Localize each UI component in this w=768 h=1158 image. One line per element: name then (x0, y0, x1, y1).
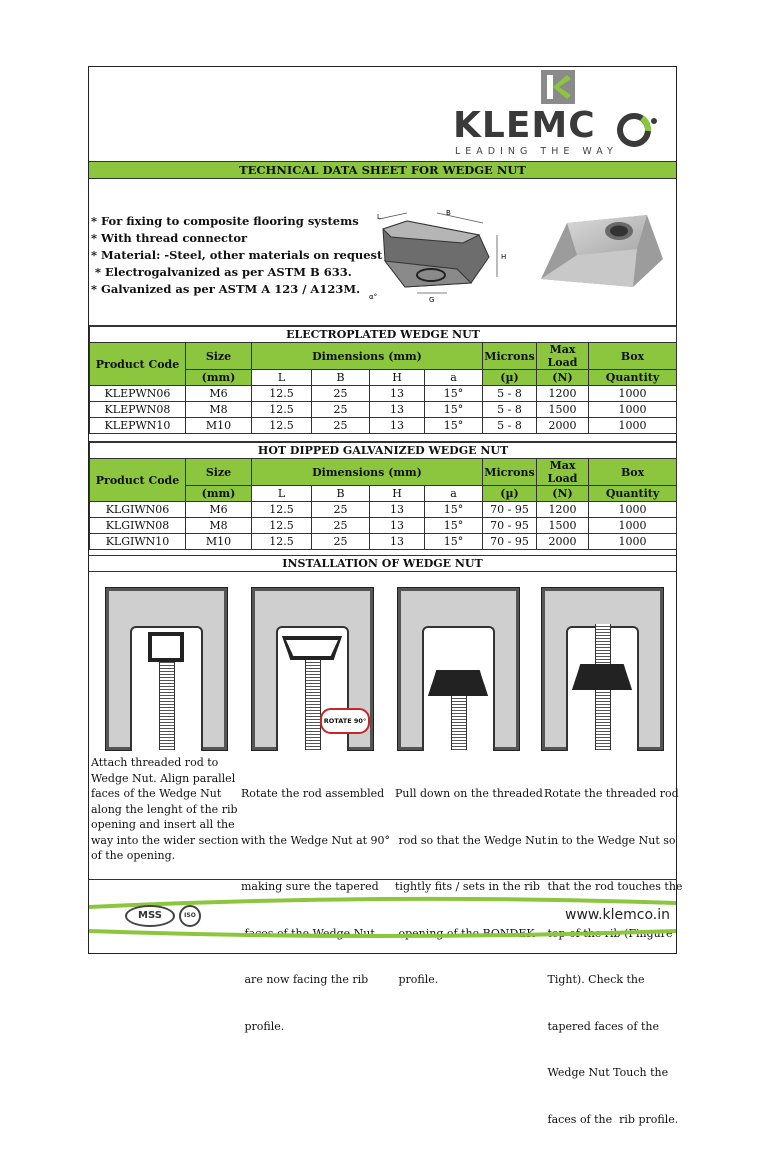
cell-max-load: 2000 (537, 534, 589, 550)
install-step-1-illustration (105, 587, 228, 751)
cell-angle-a: 15° (425, 418, 483, 434)
step-line: profile. (395, 973, 439, 986)
cell-microns: 70 - 95 (483, 502, 537, 518)
cell-product-code: KLGIWN10 (90, 534, 186, 550)
cell-microns: 5 - 8 (483, 402, 537, 418)
cell-width-b: 25 (312, 518, 370, 534)
feature-item: * Material: -Steel, other materials on request (91, 248, 383, 262)
header-microns-unit: (µ) (483, 486, 537, 502)
header-a: a (425, 486, 483, 502)
wedge-nut-drawing (367, 207, 517, 305)
step-line: of the opening. (91, 849, 176, 862)
step-line: making sure the tapered (241, 880, 379, 893)
rotate-90-badge: ROTATE 90° (320, 708, 370, 734)
header-box-quantity: Quantity (589, 370, 677, 386)
header-size: Size (186, 459, 252, 486)
header-dimensions: Dimensions (mm) (252, 459, 483, 486)
brand-o-ring-icon (614, 109, 664, 149)
header-box: Box (589, 459, 677, 486)
cell-box-quantity: 1000 (589, 502, 677, 518)
cell-microns: 5 - 8 (483, 418, 537, 434)
table-row (90, 386, 677, 402)
install-step-3-text (395, 755, 547, 1019)
cell-length-l: 12.5 (252, 402, 312, 418)
drawing-label-h: H (501, 253, 507, 261)
galvanized-table (89, 442, 677, 550)
cell-angle-a: 15° (425, 518, 483, 534)
page-title: TECHNICAL DATA SHEET FOR WEDGE NUT (89, 161, 676, 179)
mss-certification-badge: MSS (125, 905, 175, 927)
step-line: Rotate the threaded rod (544, 787, 679, 800)
install-step-2-illustration (251, 587, 374, 751)
cell-height-h: 13 (370, 534, 425, 550)
cell-angle-a: 15° (425, 386, 483, 402)
header-size-unit: (mm) (186, 486, 252, 502)
table-row (90, 534, 677, 550)
step-line: Wedge Nut Touch the (544, 1066, 669, 1079)
cell-box-quantity: 1000 (589, 534, 677, 550)
cell-length-l: 12.5 (252, 518, 312, 534)
install-step-3-illustration (397, 587, 520, 751)
step-line: Pull down on the threaded (395, 787, 543, 800)
cell-product-code: KLGIWN06 (90, 502, 186, 518)
header-microns-unit: (µ) (483, 370, 537, 386)
header-microns: Microns (483, 459, 537, 486)
cell-box-quantity: 1000 (589, 386, 677, 402)
cell-microns: 5 - 8 (483, 386, 537, 402)
cell-max-load: 1200 (537, 386, 589, 402)
cell-product-code: KLEPWN06 (90, 386, 186, 402)
header-dimensions: Dimensions (mm) (252, 343, 483, 370)
data-sheet (88, 66, 683, 1126)
cell-length-l: 12.5 (252, 386, 312, 402)
electroplated-table (89, 326, 677, 434)
step-line: opening and insert all the (91, 818, 235, 831)
header-h: H (370, 486, 425, 502)
cell-width-b: 25 (312, 386, 370, 402)
step-line: tightly fits / sets in the rib (395, 880, 540, 893)
header-microns: Microns (483, 343, 537, 370)
table-row (90, 402, 677, 418)
cell-max-load: 2000 (537, 418, 589, 434)
header-l: L (252, 370, 312, 386)
cell-max-load: 1200 (537, 502, 589, 518)
cell-size: M10 (186, 534, 252, 550)
cell-product-code: KLEPWN10 (90, 418, 186, 434)
cell-height-h: 13 (370, 418, 425, 434)
drawing-label-a: α° (369, 293, 378, 301)
klemco-logo-mark-icon (539, 70, 579, 106)
header-product-code: Product Code (90, 343, 186, 386)
cell-size: M6 (186, 386, 252, 402)
feature-item: * Electrogalvanized as per ASTM B 633. (91, 265, 352, 279)
header-box: Box (589, 343, 677, 370)
cell-height-h: 13 (370, 386, 425, 402)
cell-length-l: 12.5 (252, 502, 312, 518)
cell-width-b: 25 (312, 534, 370, 550)
feature-item: * Galvanized as per ASTM A 123 / A123M. (91, 282, 361, 296)
brand-tagline: LEADING THE WAY (455, 146, 618, 157)
header-size-unit: (mm) (186, 370, 252, 386)
cell-height-h: 13 (370, 518, 425, 534)
cell-box-quantity: 1000 (589, 402, 677, 418)
cell-length-l: 12.5 (252, 418, 312, 434)
step-line: way into the wider section (91, 833, 239, 847)
cell-microns: 70 - 95 (483, 518, 537, 534)
header-box-quantity: Quantity (589, 486, 677, 502)
header-b: B (312, 486, 370, 502)
cell-height-h: 13 (370, 502, 425, 518)
wedge-nut-photo (537, 209, 667, 291)
step-line: faces of the rib profile. (544, 1112, 679, 1126)
table-row (90, 502, 677, 518)
step-line: are now facing the rib (241, 973, 369, 986)
cell-angle-a: 15° (425, 534, 483, 550)
cell-angle-a: 15° (425, 502, 483, 518)
cell-size: M8 (186, 518, 252, 534)
cell-size: M8 (186, 402, 252, 418)
cell-width-b: 25 (312, 502, 370, 518)
table-row (90, 518, 677, 534)
cell-width-b: 25 (312, 418, 370, 434)
cell-product-code: KLGIWN08 (90, 518, 186, 534)
installation-title: INSTALLATION OF WEDGE NUT (89, 556, 676, 572)
cell-box-quantity: 1000 (589, 418, 677, 434)
step-line: faces of the Wedge Nut (241, 926, 375, 940)
step-line: faces of the Wedge Nut (91, 787, 222, 800)
cell-microns: 70 - 95 (483, 534, 537, 550)
install-step-4-text (544, 755, 683, 1158)
header-max-load: Max Load (537, 459, 589, 486)
feature-item: * With thread connector (91, 231, 248, 245)
install-step-1-text (91, 755, 239, 864)
drawing-label-g: G (429, 296, 435, 304)
step-line: in to the Wedge Nut so (544, 833, 676, 847)
footer-website-link[interactable]: www.klemco.in (565, 907, 670, 923)
step-line: along the lenght of the rib (91, 802, 238, 816)
header-max-load-unit: (N) (537, 370, 589, 386)
header-logo-area (89, 67, 676, 161)
cell-height-h: 13 (370, 402, 425, 418)
step-line: Tight). Check the (544, 973, 645, 986)
step-line: rod so that the Wedge Nut (395, 833, 547, 847)
step-line: tapered faces of the (544, 1019, 659, 1033)
drawing-label-b: B (446, 209, 451, 217)
iso-certification-badge: ISO (179, 905, 201, 927)
cell-max-load: 1500 (537, 402, 589, 418)
step-line: that the rod touches the (544, 880, 683, 893)
header-h: H (370, 370, 425, 386)
step-line: profile. (241, 1019, 285, 1033)
step-line: Attach threaded rod to (91, 756, 219, 769)
table-row (90, 418, 677, 434)
features-list (91, 213, 382, 298)
header-max-load: Max Load (537, 343, 589, 370)
step-line: with the Wedge Nut at 90° (241, 833, 391, 847)
header-size: Size (186, 343, 252, 370)
cell-size: M6 (186, 502, 252, 518)
cell-size: M10 (186, 418, 252, 434)
step-line: opening of the BONDEK (395, 926, 535, 940)
install-step-4-illustration (541, 587, 664, 751)
brand-name: KLEMC (453, 105, 596, 146)
cell-box-quantity: 1000 (589, 518, 677, 534)
drawing-label-l: L (377, 213, 381, 221)
header-product-code: Product Code (90, 459, 186, 502)
cell-length-l: 12.5 (252, 534, 312, 550)
header-l: L (252, 486, 312, 502)
cell-width-b: 25 (312, 402, 370, 418)
step-line: Rotate the rod assembled (241, 787, 385, 800)
step-line: top of the rib (Fingure (544, 926, 673, 940)
header-max-load-unit: (N) (537, 486, 589, 502)
table-title: ELECTROPLATED WEDGE NUT (90, 327, 677, 343)
cell-product-code: KLEPWN08 (90, 402, 186, 418)
header-b: B (312, 370, 370, 386)
step-line: Wedge Nut. Align parallel (91, 771, 236, 785)
cell-max-load: 1500 (537, 518, 589, 534)
cell-angle-a: 15° (425, 402, 483, 418)
header-a: a (425, 370, 483, 386)
table-title: HOT DIPPED GALVANIZED WEDGE NUT (90, 443, 677, 459)
feature-item: * For fixing to composite flooring systems (91, 214, 359, 228)
